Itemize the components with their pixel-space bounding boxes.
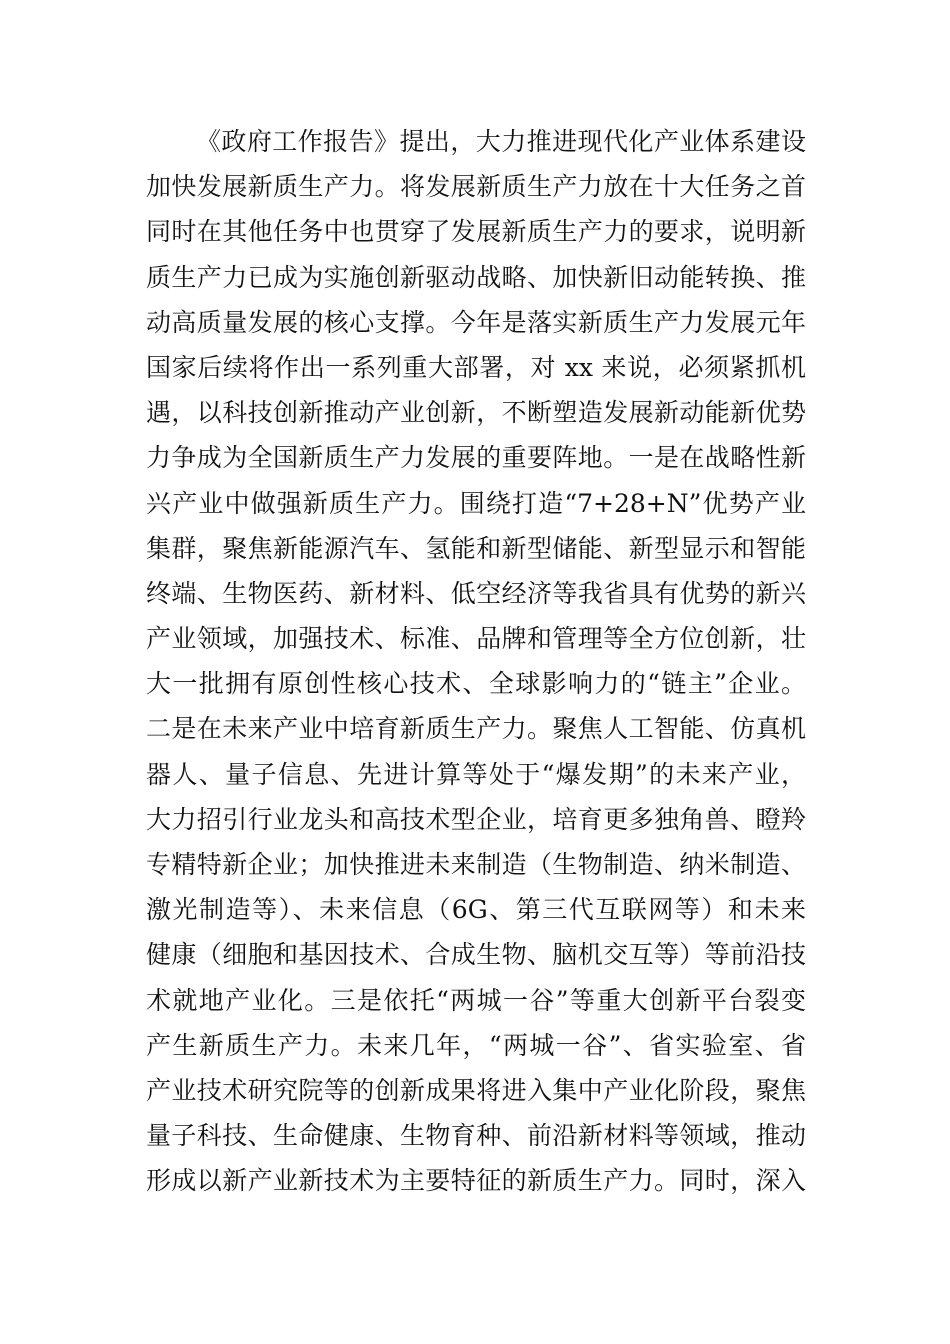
text-line: 产业技术研究院等的创新成果将进入集中产业化阶段，聚焦	[146, 1075, 806, 1105]
text-line: 遇，以科技创新推动产业创新，不断塑造发展新动能新优势	[146, 398, 806, 428]
text-line: 终端、生物医药、新材料、低空经济等我省具有优势的新兴	[146, 578, 806, 608]
text-line: 二是在未来产业中培育新质生产力。聚焦人工智能、仿真机	[146, 714, 806, 744]
text-line: 同时在其他任务中也贯穿了发展新质生产力的要求，说明新	[146, 217, 806, 247]
text-line: 大一批拥有原创性核心技术、全球影响力的“链主”企业。	[146, 669, 806, 699]
text-line: 形成以新产业新技术为主要特征的新质生产力。同时，深入	[146, 1166, 806, 1196]
text-line: 国家后续将作出一系列重大部署，对 xx 来说，必须紧抓机	[146, 352, 806, 382]
text-line: 健康（细胞和基因技术、合成生物、脑机交互等）等前沿技	[146, 940, 806, 970]
text-line: 术就地产业化。三是依托“两城一谷”等重大创新平台裂变	[146, 985, 806, 1015]
text-line: 加快发展新质生产力。将发展新质生产力放在十大任务之首	[146, 172, 806, 202]
text-line: 质生产力已成为实施创新驱动战略、加快新旧动能转换、推	[146, 262, 806, 292]
text-line: 激光制造等）、未来信息（6G、第三代互联网等）和未来	[146, 895, 806, 925]
text-line: 力争成为全国新质生产力发展的重要阵地。一是在战略性新	[146, 443, 806, 473]
body-paragraph	[146, 119, 806, 1204]
text-line: 专精特新企业；加快推进未来制造（生物制造、纳米制造、	[146, 850, 806, 879]
text-line: 产业领域，加强技术、标准、品牌和管理等全方位创新，壮	[146, 624, 806, 654]
text-line: 量子科技、生命健康、生物育种、前沿新材料等领域，推动	[146, 1121, 806, 1151]
text-line: 集群，聚焦新能源汽车、氢能和新型储能、新型显示和智能	[146, 533, 806, 563]
text-line: 大力招引行业龙头和高技术型企业，培育更多独角兽、瞪羚	[146, 804, 806, 834]
text-line: 器人、量子信息、先进计算等处于“爆发期”的未来产业，	[146, 759, 806, 789]
text-line: 《政府工作报告》提出，大力推进现代化产业体系建设	[196, 127, 806, 156]
text-line: 产生新质生产力。未来几年，“两城一谷”、省实验室、省	[146, 1030, 806, 1060]
text-line: 兴产业中做强新质生产力。围绕打造“7+28+N”优势产业	[146, 488, 806, 518]
text-line: 动高质量发展的核心支撑。今年是落实新质生产力发展元年	[146, 307, 806, 337]
